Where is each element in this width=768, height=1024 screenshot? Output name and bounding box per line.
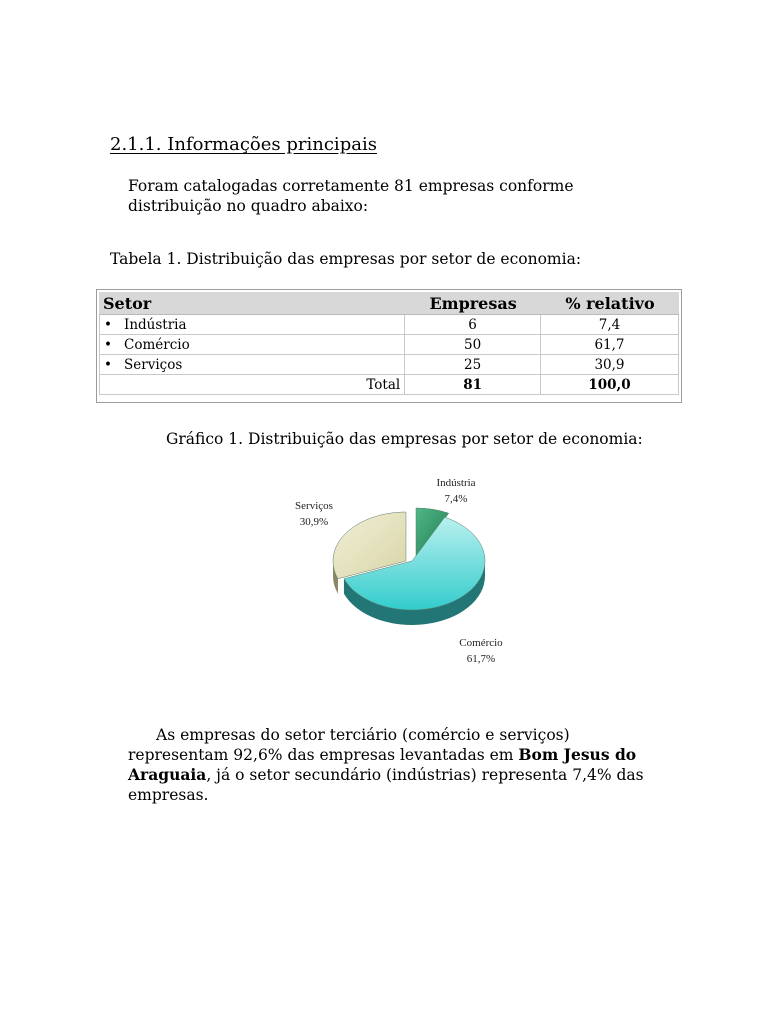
cell-total-relativo: 100,0 [541,375,679,395]
chart-caption: Gráfico 1. Distribuição das empresas por setor de economia: [166,430,643,448]
section-heading: 2.1.1. Informações principais [110,134,377,155]
cell-empresas: 50 [405,335,541,355]
setor-label: Indústria [124,316,187,333]
pie-label-value: 30,9% [299,516,329,528]
setor-label: Comércio [124,336,190,353]
header-relativo: % relativo [541,292,679,315]
bullet-icon: • [104,316,112,333]
pie-label-value: 7,4% [444,493,468,505]
bullet-icon: • [104,356,112,373]
cell-empresas: 6 [405,315,541,335]
conclusion-text-2: , já o setor secundário (indústrias) representa 7,4% das empresas. [128,766,644,804]
cell-total-empresas: 81 [405,375,541,395]
setor-label: Serviços [124,356,183,373]
cell-relativo: 7,4 [541,315,679,335]
pie-label-value: 61,7% [466,653,496,665]
intro-paragraph: Foram catalogadas corretamente 81 empresas conforme distribuição no quadro abaixo: [128,177,574,215]
header-setor: Setor [99,292,405,315]
cell-relativo: 30,9 [541,355,679,375]
pie-label-category: Comércio [459,637,503,649]
header-empresas: Empresas [405,292,541,315]
conclusion-location: Bom Jesus do Araguaia [128,745,637,784]
conclusion-text-1: As empresas do setor terciário (comércio e serviços) representam 92,6% das empresas levantadas em [128,726,570,764]
table-caption: Tabela 1. Distribuição das empresas por setor de economia: [110,250,582,268]
bullet-icon: • [104,336,112,353]
pie-label-category: Indústria [436,477,476,489]
cell-empresas: 25 [405,355,541,375]
conclusion-paragraph [128,725,668,805]
cell-relativo: 61,7 [541,335,679,355]
cell-total-label: Total [99,375,405,395]
pie-label-category: Serviços [295,500,333,512]
